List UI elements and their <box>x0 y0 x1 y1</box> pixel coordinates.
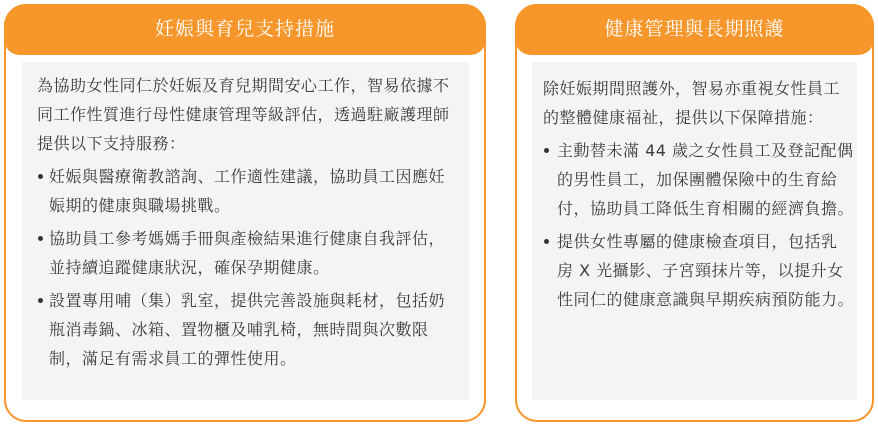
card-content-panel <box>532 62 857 400</box>
support-measures-list <box>37 162 469 373</box>
list-item <box>543 227 857 314</box>
intro-line: 為協助女性同仁於妊娠及育兒期間安心工作，智易依據不 <box>37 76 450 95</box>
item-line: 並持續追蹤健康狀況，確保孕期健康。 <box>49 258 330 277</box>
item-line: 妊娠與醫療衛教諮詢、工作適性建議，協助員工因應妊 <box>49 167 446 186</box>
health-management-long-term-care-card <box>515 4 874 422</box>
card-header <box>4 4 486 55</box>
item-line: 性同仁的健康意識與早期疾病預防能力。 <box>557 290 855 309</box>
card-content-panel <box>22 62 469 400</box>
item-line: 協助員工參考媽媽手冊與產檢結果進行健康自我評估， <box>49 229 446 248</box>
intro-line: 的整體健康福祉，提供以下保障措施： <box>543 108 824 127</box>
list-item <box>37 286 469 373</box>
item-line: 付，協助員工降低生育相關的經濟負擔。 <box>557 199 855 218</box>
bullet-icon <box>38 174 43 179</box>
item-line: 制，滿足有需求員工的彈性使用。 <box>49 349 297 368</box>
card-title: 健康管理與長期照護 <box>604 18 785 40</box>
protection-measures-list <box>543 136 857 314</box>
list-item <box>37 162 469 220</box>
intro-line: 同工作性質進行母性健康管理等級評估，透過駐廠護理師 <box>37 105 450 124</box>
list-item <box>37 224 469 282</box>
item-line: 娠期的健康與職場挑戰。 <box>49 196 231 215</box>
item-line: 瓶消毒鍋、冰箱、置物櫃及哺乳椅，無時間與次數限 <box>49 320 429 339</box>
bullet-icon <box>38 298 43 303</box>
list-item <box>543 136 857 223</box>
intro-line: 除妊娠期間照護外，智易亦重視女性員工 <box>543 79 841 98</box>
bullet-icon <box>38 236 43 241</box>
item-line: 提供女性專屬的健康檢查項目，包括乳 <box>557 232 838 251</box>
bullet-icon <box>544 148 549 153</box>
bullet-icon <box>544 239 549 244</box>
item-line: 設置專用哺（集）乳室，提供完善設施與耗材，包括奶 <box>49 291 446 310</box>
card-header <box>515 4 874 55</box>
intro-paragraph <box>37 71 469 158</box>
item-line: 主動替未滿 44 歲之女性員工及登記配偶 <box>557 141 854 160</box>
item-line: 房 X 光攝影、子宮頸抹片等，以提升女 <box>557 261 844 280</box>
intro-line: 提供以下支持服務： <box>37 134 186 153</box>
card-title: 妊娠與育兒支持措施 <box>154 18 335 40</box>
pregnancy-parenting-support-card <box>4 4 486 422</box>
intro-paragraph <box>543 74 857 132</box>
item-line: 的男性員工，加保團體保險中的生育給 <box>557 170 838 189</box>
